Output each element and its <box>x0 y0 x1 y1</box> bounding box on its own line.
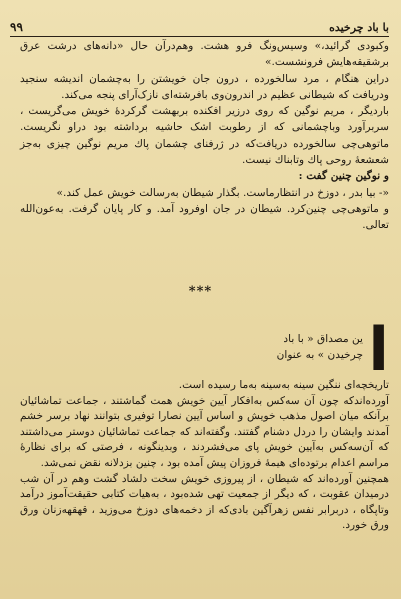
paragraph: آورده‌اندکه چون آن سه‌کس به‌افکار آیین خویش همت گماشتند ، جماعت تماشائیان بر‌آنکه میان اصول مذهب خویش و اساس آیین نصارا توفیری بتوانند نهاد برسر خشم آمدند وایشان را دردل دشنام گفتند. وگفته‌اند که جماعت تماشائیان دوستر می‌داشتند که آن‌سه‌کس به‌آیین خویش پای می‌فشردند ، وبدینگونه ، فرصتی که برای نظارهٔ مراسم اعدام بر‌توده‌ای هیمهٔ فروزان پیش آمده بود ، چنین بزدلانه نقض نمی‌شد. <box>20 394 389 469</box>
section-separator: *** <box>188 284 213 299</box>
page-number: ۹۹ <box>10 20 23 34</box>
paragraph: تاریخچه‌ای ننگین سینه به‌سینه به‌ما رسیده است. <box>178 379 389 391</box>
drop-cap-line: چرخیدن » به عنوان <box>276 348 363 361</box>
drop-cap-lines <box>20 322 363 363</box>
page-header <box>10 6 389 37</box>
drop-cap-line: ین مصداق « با باد <box>283 333 363 345</box>
paragraph: وکبودی گرائید،» وسیس‌ونگ فرو هشت. وهم‌درآن حال «دانه‌های درشت عرق برشقیقه‌هایش فرونشست.» <box>20 40 389 69</box>
paragraph: دراین هنگام ، مرد سالخورده ، درون جان خویشتن را به‌چشمان اندیشه سنجید ودریافت که شیطانی عظیم در اندرون‌وی بافرشته‌ای نازک‌آرای پنجه می‌کند. <box>20 72 389 101</box>
paragraph: و ماتوهی‌چی چنین‌کرد. شیطان در جان اوفرود آمد. و کار پایان گرفت. به‌عون‌الله تعالی. <box>20 202 389 232</box>
drop-cap-letter: ا <box>368 315 389 385</box>
paragraph: و نوگین چنین گفت : <box>298 170 389 183</box>
paragraph: «- بیا بدر ، دوزخ در انتظارماست. بگذار شیطان به‌رسالت خویش عمل کند.» <box>56 186 389 199</box>
running-title: با باد چرخیده <box>329 21 389 34</box>
paragraph: باردیگر ، مریم نوگین که روی درزیر افکنده بربهشت گرکردهٔ خویش می‌گریست ، سربرآورد وباچشمانی که از رطوبت اشک حاشیه برداشته بود دراو نگریست. ماتوهی‌چی سالخورده دریافت‌که در ژرفنای چشمان پاك مریم نوگین چیزی به‌جز شعشعهٔ روحی پاك وتابناك نیست. <box>20 105 389 167</box>
lower-text <box>20 315 389 534</box>
upper-text <box>20 38 389 234</box>
paragraph: همچنین آورده‌اند که شیطان ، از پیروزی خویش سخت دلشاد گشت وهم در آن شب درمیدان عقوبت ، که دیگر از جمعیت تهی شده‌بود ، به‌هیات کتابی حقیقت‌آموز درآمد وتاپگاه ، دربرابر نفس زهرآگین بادی‌که از دخمه‌های دوزخ می‌وزید ، قهقهه‌زنان ورق ورق خورد. <box>20 472 389 532</box>
